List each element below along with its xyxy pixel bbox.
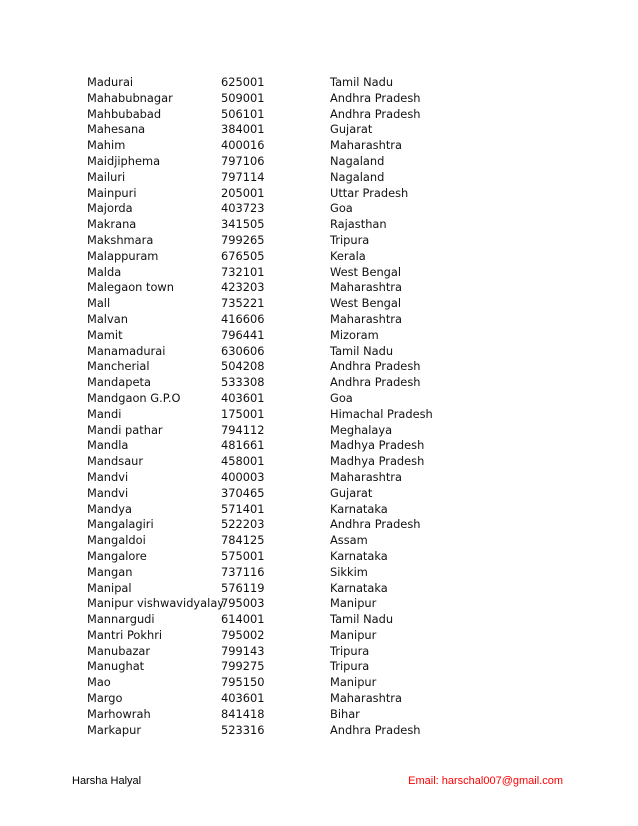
city-cell: Mahesana (87, 122, 146, 137)
pincode-cell: 504208 (221, 359, 265, 374)
city-cell: Manubazar (87, 643, 151, 658)
city-cell: Mancherial (87, 359, 150, 374)
pincode-cell: 625001 (221, 75, 265, 89)
pincode-cell: 400016 (221, 138, 265, 153)
city-cell: Malappuram (87, 248, 159, 263)
state-cell: Tripura (330, 659, 370, 674)
state-cell: Tripura (330, 643, 370, 658)
table-row (87, 596, 607, 612)
state-cell: Rajasthan (330, 217, 387, 232)
state-cell: Maharashtra (330, 691, 402, 706)
pincode-cell: 571401 (221, 501, 265, 516)
table-row (87, 186, 607, 202)
table-row (87, 265, 607, 281)
state-cell: Maharashtra (330, 469, 402, 484)
table-row (87, 438, 607, 454)
city-cell: Malegaon town (87, 280, 174, 295)
table-row (87, 107, 607, 123)
state-cell: Madhya Pradesh (330, 454, 425, 469)
pincode-cell: 175001 (221, 406, 265, 421)
city-cell: Marhowrah (87, 706, 151, 721)
table-row (87, 454, 607, 470)
city-cell: Mao (87, 675, 111, 690)
state-cell: Meghalaya (330, 422, 393, 437)
pincode-cell: 841418 (221, 706, 265, 721)
state-cell: Maharashtra (330, 311, 402, 326)
state-cell: Andhra Pradesh (330, 722, 421, 737)
state-cell: Sikkim (330, 564, 368, 579)
table-row (87, 549, 607, 565)
state-cell: Assam (330, 533, 368, 548)
city-cell: Mandya (87, 501, 132, 516)
table-row (87, 154, 607, 170)
state-cell: West Bengal (330, 264, 402, 279)
pincode-cell: 575001 (221, 548, 265, 563)
state-cell: Andhra Pradesh (330, 106, 421, 121)
table-row (87, 707, 607, 723)
state-cell: Madhya Pradesh (330, 438, 425, 453)
pincode-cell: 481661 (221, 438, 265, 453)
pincode-cell: 403723 (221, 201, 265, 216)
table-row (87, 233, 607, 249)
state-cell: Maharashtra (330, 138, 402, 153)
pincode-cell: 205001 (221, 185, 265, 200)
table-row (87, 612, 607, 628)
table-row (87, 328, 607, 344)
city-cell: Mantri Pokhri (87, 627, 163, 642)
city-cell: Mandla (87, 438, 129, 453)
city-cell: Mannargudi (87, 612, 155, 627)
pincode-cell: 794112 (221, 422, 265, 437)
table-row (87, 675, 607, 691)
state-cell: Goa (330, 390, 353, 405)
state-cell: Karnataka (330, 580, 388, 595)
pincode-cell: 797114 (221, 169, 265, 184)
pincode-cell: 458001 (221, 454, 265, 469)
city-cell: Manipal (87, 580, 132, 595)
city-cell: Manipur vishwavidyalay (87, 596, 225, 611)
table-row (87, 470, 607, 486)
table-row (87, 517, 607, 533)
pincode-cell: 676505 (221, 248, 265, 263)
pincode-cell: 403601 (221, 691, 265, 706)
city-cell: Malda (87, 264, 122, 279)
table-row (87, 91, 607, 107)
state-cell: Gujarat (330, 122, 373, 137)
state-cell: Gujarat (330, 485, 373, 500)
pincode-cell: 795002 (221, 627, 265, 642)
pincode-cell: 796441 (221, 327, 265, 342)
city-cell: Makrana (87, 217, 137, 232)
state-cell: Karnataka (330, 548, 388, 563)
pincode-cell: 400003 (221, 469, 265, 484)
table-row (87, 565, 607, 581)
city-cell: Mandgaon G.P.O (87, 390, 181, 405)
pincode-cell: 795003 (221, 596, 265, 611)
city-cell: Manughat (87, 659, 145, 674)
state-cell: Uttar Pradesh (330, 185, 409, 200)
state-cell: Manipur (330, 596, 377, 611)
table-row (87, 423, 607, 439)
pincode-cell: 522203 (221, 517, 265, 532)
pincode-cell: 799275 (221, 659, 265, 674)
table-row (87, 201, 607, 217)
city-cell: Mainpuri (87, 185, 137, 200)
city-cell: Mandapeta (87, 375, 151, 390)
table-row (87, 280, 607, 296)
table-row (87, 170, 607, 186)
city-cell: Majorda (87, 201, 133, 216)
pincode-cell: 614001 (221, 612, 265, 627)
city-cell: Mangalagiri (87, 517, 154, 532)
table-row (87, 344, 607, 360)
city-cell: Mahabubnagar (87, 90, 173, 105)
city-cell: Mangaldoi (87, 533, 146, 548)
pincode-cell: 732101 (221, 264, 265, 279)
state-cell: Andhra Pradesh (330, 517, 421, 532)
state-cell: Tripura (330, 232, 370, 247)
table-row (87, 407, 607, 423)
state-cell: Goa (330, 201, 353, 216)
pincode-cell: 370465 (221, 485, 265, 500)
pincode-cell: 799265 (221, 232, 265, 247)
state-cell: Nagaland (330, 153, 385, 168)
city-cell: Mall (87, 296, 111, 311)
table-row (87, 359, 607, 375)
table-row (87, 375, 607, 391)
footer-email: Email: harschal007@gmail.com (408, 775, 563, 787)
table-row (87, 723, 607, 739)
state-cell: Nagaland (330, 169, 385, 184)
state-cell: Tamil Nadu (330, 612, 394, 627)
table-row (87, 691, 607, 707)
pincode-cell: 416606 (221, 311, 265, 326)
state-cell: Mizoram (330, 327, 379, 342)
city-cell: Mahbubabad (87, 106, 162, 121)
city-cell: Mangalore (87, 548, 147, 563)
footer-author: Harsha Halyal (72, 775, 142, 787)
state-cell: Kerala (330, 248, 366, 263)
city-cell: Mandsaur (87, 454, 144, 469)
city-cell: Mailuri (87, 169, 126, 184)
state-cell: Manipur (330, 627, 377, 642)
city-cell: Malvan (87, 311, 128, 326)
city-cell: Mamit (87, 327, 123, 342)
table-row (87, 502, 607, 518)
city-cell: Mandi (87, 406, 122, 421)
pincode-cell: 509001 (221, 90, 265, 105)
city-cell: Mandvi (87, 485, 129, 500)
state-cell: West Bengal (330, 296, 402, 311)
state-cell: Himachal Pradesh (330, 406, 433, 421)
table-row (87, 217, 607, 233)
pincode-cell: 735221 (221, 296, 265, 311)
city-cell: Mandi pathar (87, 422, 163, 437)
state-cell: Manipur (330, 675, 377, 690)
pincode-cell: 630606 (221, 343, 265, 358)
table-row (87, 644, 607, 660)
city-cell: Margo (87, 691, 123, 706)
state-cell: Andhra Pradesh (330, 90, 421, 105)
pincode-cell: 576119 (221, 580, 265, 595)
pincode-cell: 423203 (221, 280, 265, 295)
city-cell: Manamadurai (87, 343, 166, 358)
table-row (87, 533, 607, 549)
table-row (87, 581, 607, 597)
table-row (87, 296, 607, 312)
pincode-cell: 533308 (221, 375, 265, 390)
table-row (87, 659, 607, 675)
pincode-cell: 737116 (221, 564, 265, 579)
pincode-table (87, 75, 607, 738)
table-row (87, 312, 607, 328)
pincode-cell: 384001 (221, 122, 265, 137)
pincode-cell: 403601 (221, 390, 265, 405)
table-row (87, 249, 607, 265)
pincode-cell: 797106 (221, 153, 265, 168)
city-cell: Markapur (87, 722, 141, 737)
city-cell: Maidjiphema (87, 153, 161, 168)
city-cell: Mangan (87, 564, 133, 579)
city-cell: Madurai (87, 75, 134, 89)
pincode-cell: 784125 (221, 533, 265, 548)
state-cell: Tamil Nadu (330, 75, 394, 89)
state-cell: Tamil Nadu (330, 343, 394, 358)
table-row (87, 628, 607, 644)
table-row (87, 122, 607, 138)
state-cell: Andhra Pradesh (330, 375, 421, 390)
pincode-cell: 341505 (221, 217, 265, 232)
table-row (87, 138, 607, 154)
city-cell: Mandvi (87, 469, 129, 484)
table-row (87, 75, 607, 91)
state-cell: Andhra Pradesh (330, 359, 421, 374)
pincode-cell: 506101 (221, 106, 265, 121)
pincode-cell: 795150 (221, 675, 265, 690)
city-cell: Mahim (87, 138, 126, 153)
pincode-cell: 523316 (221, 722, 265, 737)
table-row (87, 391, 607, 407)
state-cell: Bihar (330, 706, 360, 721)
city-cell: Makshmara (87, 232, 154, 247)
state-cell: Maharashtra (330, 280, 402, 295)
table-row (87, 486, 607, 502)
state-cell: Karnataka (330, 501, 388, 516)
pincode-cell: 799143 (221, 643, 265, 658)
